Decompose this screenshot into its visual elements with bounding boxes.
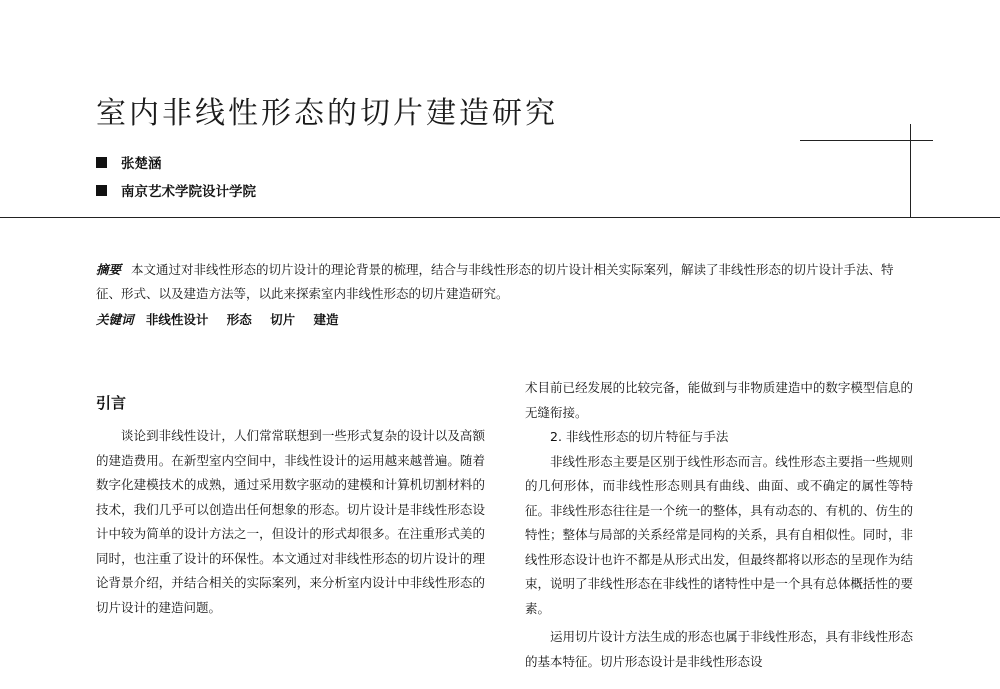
corner-rule-horizontal xyxy=(800,140,933,141)
keyword-item: 形态 xyxy=(226,312,252,327)
keyword-item: 切片 xyxy=(270,312,296,327)
abstract-text: 本文通过对非线性形态的切片设计的理论背景的梳理，结合与非线性形态的切片设计相关实际案列，解读了非线性形态的切片设计手法、特征、形式、以及建造方法等，以此来探索室内非线性形态的切片建造研究。 xyxy=(96,262,894,301)
intro-paragraph: 谈论到非线性设计，人们常常联想到一些形式复杂的设计以及高额的建造费用。在新型室内空间中，非线性设计的运用越来越普遍。随着数字化建模技术的成熟，通过采用数字驱动的建模和计算机切割材料的技术，我们几乎可以创造出任何想象的形态。切片设计是非线性形态设计中较为简单的设计方法之一，但设计的形式却很多。在注重形式美的同时，也注重了设计的环保性。本文通过对非线性形态的切片设计的理论背景介绍，并结合相关的实际案列，来分析室内设计中非线性形态的切片设计的建造问题。 xyxy=(96,428,485,615)
author-affiliation: 南京艺术学院设计学院 xyxy=(121,184,256,200)
bullet-square-icon xyxy=(96,185,107,196)
continuation-text: 术目前已经发展的比较完备，能做到与非物质建造中的数字模型信息的无缝衔接。 xyxy=(525,380,913,420)
author-line xyxy=(96,152,162,172)
page-title: 室内非线性形态的切片建造研究 xyxy=(96,96,558,131)
keyword-item: 非线性设计 xyxy=(145,312,209,327)
abstract xyxy=(96,258,916,306)
keyword-item: 建造 xyxy=(313,312,339,327)
abstract-label: 摘要 xyxy=(96,262,122,277)
keywords xyxy=(96,310,353,328)
author-name: 张楚涵 xyxy=(121,156,162,172)
header-divider xyxy=(0,217,1000,218)
keywords-label: 关键词 xyxy=(96,312,134,327)
section-paragraph-1: 非线性形态主要是区别于线性形态而言。线性形态主要指一些规则的几何形体，而非线性形态则具有曲线、曲面、或不确定的属性等特征。非线性形态往往是一个统一的整体，具有动态的、有机的、仿生的特性；整体与局部的关系经常是同构的关系，具有自相似性。同时，非线性形态设计也许不都是从形式出发，但最终都将以形态的呈现作为结束，说明了非线性形态在非线性的诸特性中是一个具有总体概括性的要素。 xyxy=(525,453,913,616)
section-heading: 2. 非线性形态的切片特征与手法 xyxy=(550,429,729,444)
corner-rule-vertical xyxy=(910,124,911,218)
intro-heading xyxy=(96,392,126,413)
intro-heading-text: 引言 xyxy=(96,394,127,412)
bullet-square-icon xyxy=(96,157,107,168)
section-paragraph-2: 运用切片设计方法生成的形态也属于非线性形态，具有非线性形态的基本特征。切片形态设计是非线性形态设 xyxy=(525,629,913,669)
right-column xyxy=(525,376,913,674)
affiliation-line xyxy=(96,180,256,200)
left-column xyxy=(96,424,485,620)
